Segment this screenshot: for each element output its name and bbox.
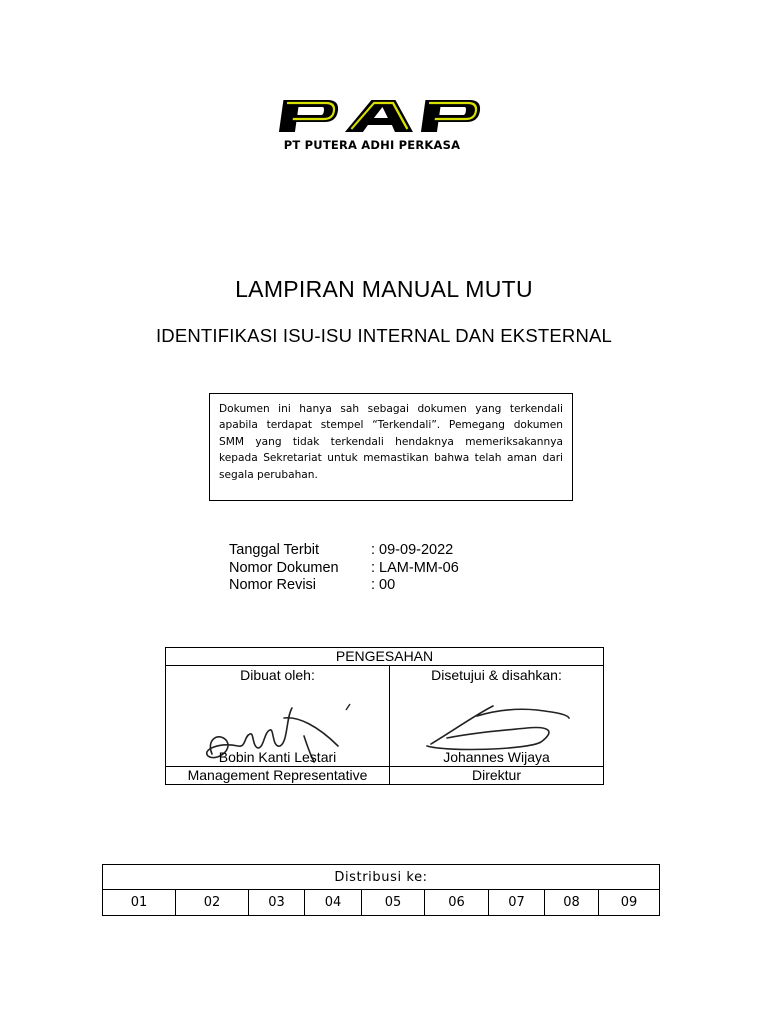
meta-row xyxy=(229,577,459,595)
document-subtitle: IDENTIFIKASI ISU-ISU INTERNAL DAN EKSTERNAL xyxy=(155,325,613,346)
meta-label: Tanggal Terbit xyxy=(229,542,320,558)
approved-by-label: Disetujui & disahkan: xyxy=(431,667,562,683)
approval-header: PENGESAHAN xyxy=(166,648,604,666)
made-by-name: Bobin Kanti Lestari xyxy=(218,749,337,765)
meta-label: Nomor Revisi xyxy=(229,577,317,593)
distribution-cell: 07 xyxy=(489,890,545,916)
meta-value: : 09-09-2022 xyxy=(371,542,454,558)
pap-logo-graphic xyxy=(278,96,488,136)
distribution-cell: 09 xyxy=(599,890,660,916)
meta-value: : 00 xyxy=(371,577,396,593)
distribution-cell: 08 xyxy=(545,890,599,916)
approved-by-role: Direktur xyxy=(390,767,604,785)
made-by-role: Management Representative xyxy=(166,767,390,785)
approval-table xyxy=(165,647,604,785)
distribution-header: Distribusi ke: xyxy=(103,865,660,890)
distribution-cell: 06 xyxy=(425,890,489,916)
meta-value: : LAM-MM-06 xyxy=(371,559,459,576)
distribution-cell: 02 xyxy=(176,890,249,916)
distribution-cell: 01 xyxy=(103,890,176,916)
distribution-cell: 04 xyxy=(305,890,362,916)
document-meta xyxy=(229,542,459,595)
document-title: LAMPIRAN MANUAL MUTU xyxy=(235,276,533,302)
made-by-label: Dibuat oleh: xyxy=(240,667,315,683)
distribution-cell: 03 xyxy=(249,890,305,916)
meta-label: Nomor Dokumen xyxy=(229,559,339,576)
control-notice: Dokumen ini hanya sah sebagai dokumen yang terkendali apabila terdapat stempel “Terkendali”. Pemegang dokumen SMM yang tidak terkendali hendaknya memeriksakannya kepada Sekretariat untuk memastikan bahwa telah aman dari segala perubahan. xyxy=(209,393,573,501)
meta-row xyxy=(229,560,459,578)
approved-by-name: Johannes Wijaya xyxy=(443,749,550,765)
made-by-cell xyxy=(166,666,390,767)
distribution-table xyxy=(102,864,660,916)
approved-by-cell xyxy=(390,666,604,767)
distribution-cell: 05 xyxy=(362,890,425,916)
meta-row xyxy=(229,542,459,560)
company-name: PT PUTERA ADHI PERKASA xyxy=(283,138,461,152)
